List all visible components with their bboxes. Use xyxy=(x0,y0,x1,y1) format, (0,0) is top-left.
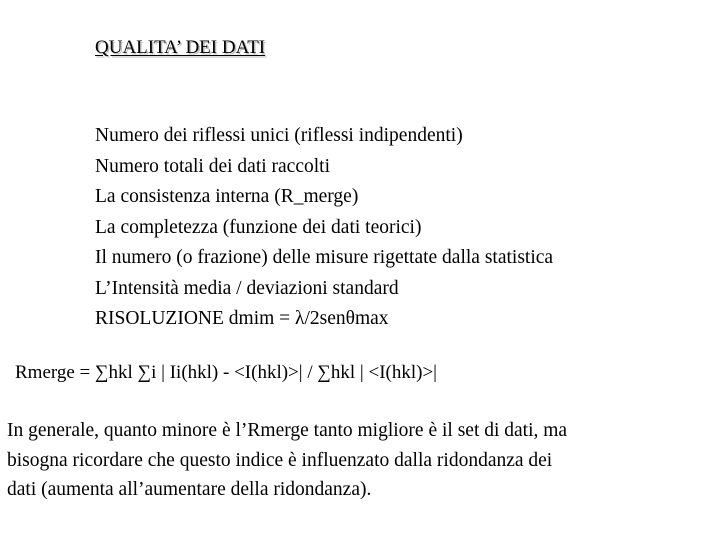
rmerge-formula: Rmerge = ∑hkl ∑i | Ii(hkl) - <I(hkl)>| / ∑hkl | <I(hkl)>| xyxy=(15,362,437,383)
quality-criteria-list xyxy=(95,121,553,335)
note-line: bisogna ricordare che questo indice è influenzato dalla ridondanza dei xyxy=(7,449,553,471)
list-item: L’Intensità media / deviazioni standard xyxy=(95,277,399,299)
list-item: Il numero (o frazione) delle misure rigettate dalla statistica xyxy=(95,247,554,268)
explanatory-note xyxy=(7,416,713,505)
slide-title: QUALITA’ DEI DATI xyxy=(95,37,266,58)
note-line: dati (aumenta all’aumentare della ridondanza). xyxy=(7,479,372,500)
list-item: La completezza (funzione dei dati teorici) xyxy=(95,216,422,238)
note-line: In generale, quanto minore è l’Rmerge tanto migliore è il set di dati, ma xyxy=(7,420,568,441)
list-item: RISOLUZIONE dmim = λ/2senθmax xyxy=(95,308,389,329)
list-item: Numero dei riflessi unici (riflessi indipendenti) xyxy=(95,125,463,146)
list-item: La consistenza interna (R_merge) xyxy=(95,186,359,207)
list-item: Numero totali dei dati raccolti xyxy=(95,155,330,177)
